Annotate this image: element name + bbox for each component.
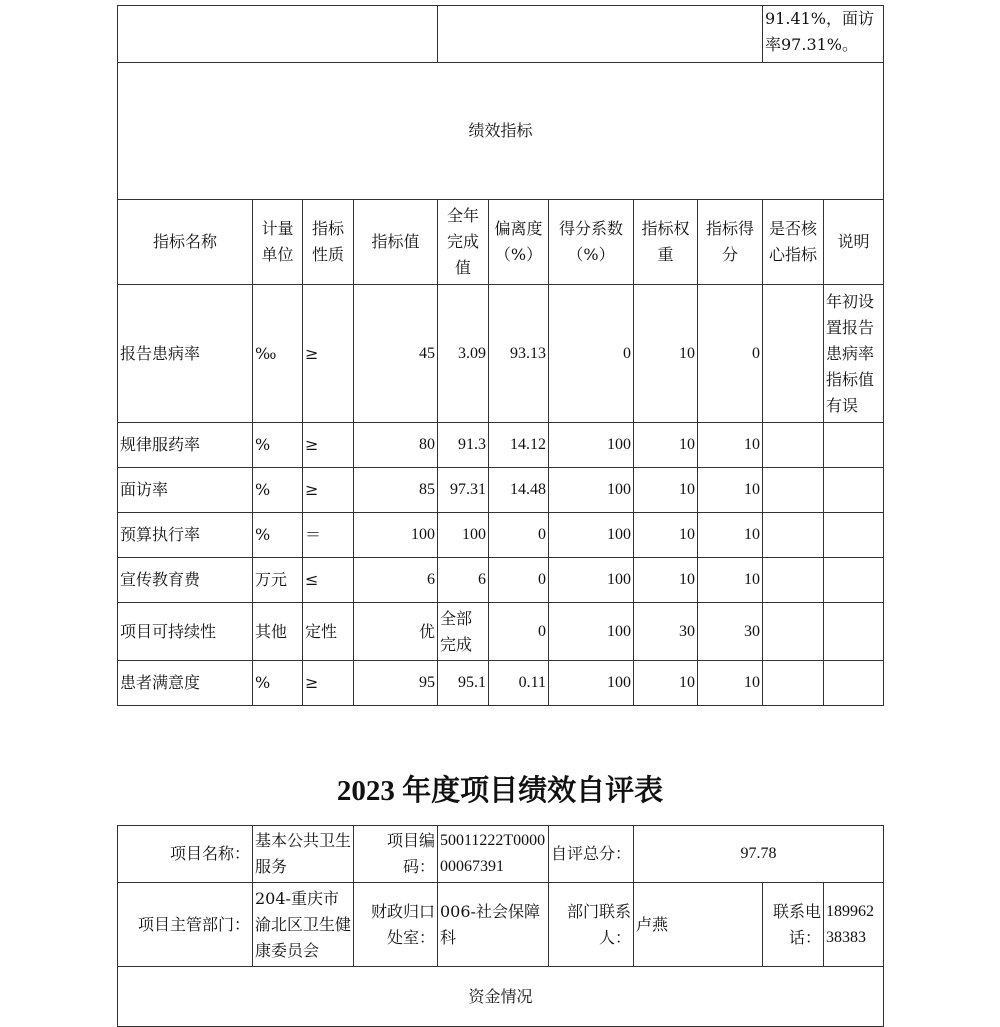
contact-value: 卢燕 bbox=[634, 883, 763, 967]
header-cell: 得分系数（%） bbox=[549, 200, 634, 285]
section-performance-title: 绩效指标 bbox=[118, 63, 884, 200]
project-info-table bbox=[117, 825, 884, 1027]
top-note: 91.41%，面访率97.31%。 bbox=[763, 6, 884, 63]
project-code: 50011222T000000067391 bbox=[438, 826, 549, 883]
prev-row-tail bbox=[118, 6, 884, 63]
header-cell: 指标性质 bbox=[303, 200, 354, 285]
note-cell: 年初设置报告患病率指标值有误 bbox=[824, 285, 884, 423]
section-funds-title: 资金情况 bbox=[118, 967, 884, 1027]
performance-table bbox=[117, 5, 884, 706]
header-cell: 指标得分 bbox=[698, 200, 763, 285]
table-row: 预算执行率 % ＝ 100 100 0 100 10 10 bbox=[118, 513, 884, 558]
header-cell: 指标值 bbox=[354, 200, 438, 285]
header-cell: 指标权重 bbox=[634, 200, 698, 285]
dept-value: 204-重庆市渝北区卫生健康委员会 bbox=[253, 883, 354, 967]
total-score: 97.78 bbox=[634, 826, 884, 883]
header-cell: 指标名称 bbox=[118, 200, 253, 285]
table-row: 宣传教育费 万元 ≤ 6 6 0 100 10 10 bbox=[118, 558, 884, 603]
finance-label: 财政归口处室： bbox=[354, 883, 438, 967]
header-row bbox=[118, 200, 884, 285]
table-row: 报告患病率 ‰ ≥ 45 3.09 93.13 0 10 0 年初设置报告患病率指标值有误 bbox=[118, 285, 884, 423]
dept-label: 项目主管部门： bbox=[118, 883, 253, 967]
header-cell: 是否核心指标 bbox=[763, 200, 824, 285]
finance-value: 006-社会保障科 bbox=[438, 883, 549, 967]
project-name-label: 项目名称： bbox=[118, 826, 253, 883]
project-code-label: 项目编码： bbox=[354, 826, 438, 883]
table-row: 患者满意度 % ≥ 95 95.1 0.11 100 10 10 bbox=[118, 661, 884, 706]
header-cell: 计量单位 bbox=[253, 200, 303, 285]
header-cell: 全年完成值 bbox=[438, 200, 489, 285]
contact-label: 部门联系人： bbox=[549, 883, 634, 967]
page-title: 2023 年度项目绩效自评表 bbox=[336, 775, 664, 807]
table-row: 规律服药率 % ≥ 80 91.3 14.12 100 10 10 bbox=[118, 423, 884, 468]
total-score-label: 自评总分： bbox=[549, 826, 634, 883]
header-cell: 说明 bbox=[824, 200, 884, 285]
table-row: 项目可持续性 其他 定性 优 全部完成 0 100 30 30 bbox=[118, 603, 884, 661]
phone-value: 18996238383 bbox=[824, 883, 884, 967]
table-row: 面访率 % ≥ 85 97.31 14.48 100 10 10 bbox=[118, 468, 884, 513]
phone-label: 联系电话： bbox=[763, 883, 824, 967]
header-cell: 偏离度（%） bbox=[489, 200, 549, 285]
project-name: 基本公共卫生服务 bbox=[253, 826, 354, 883]
